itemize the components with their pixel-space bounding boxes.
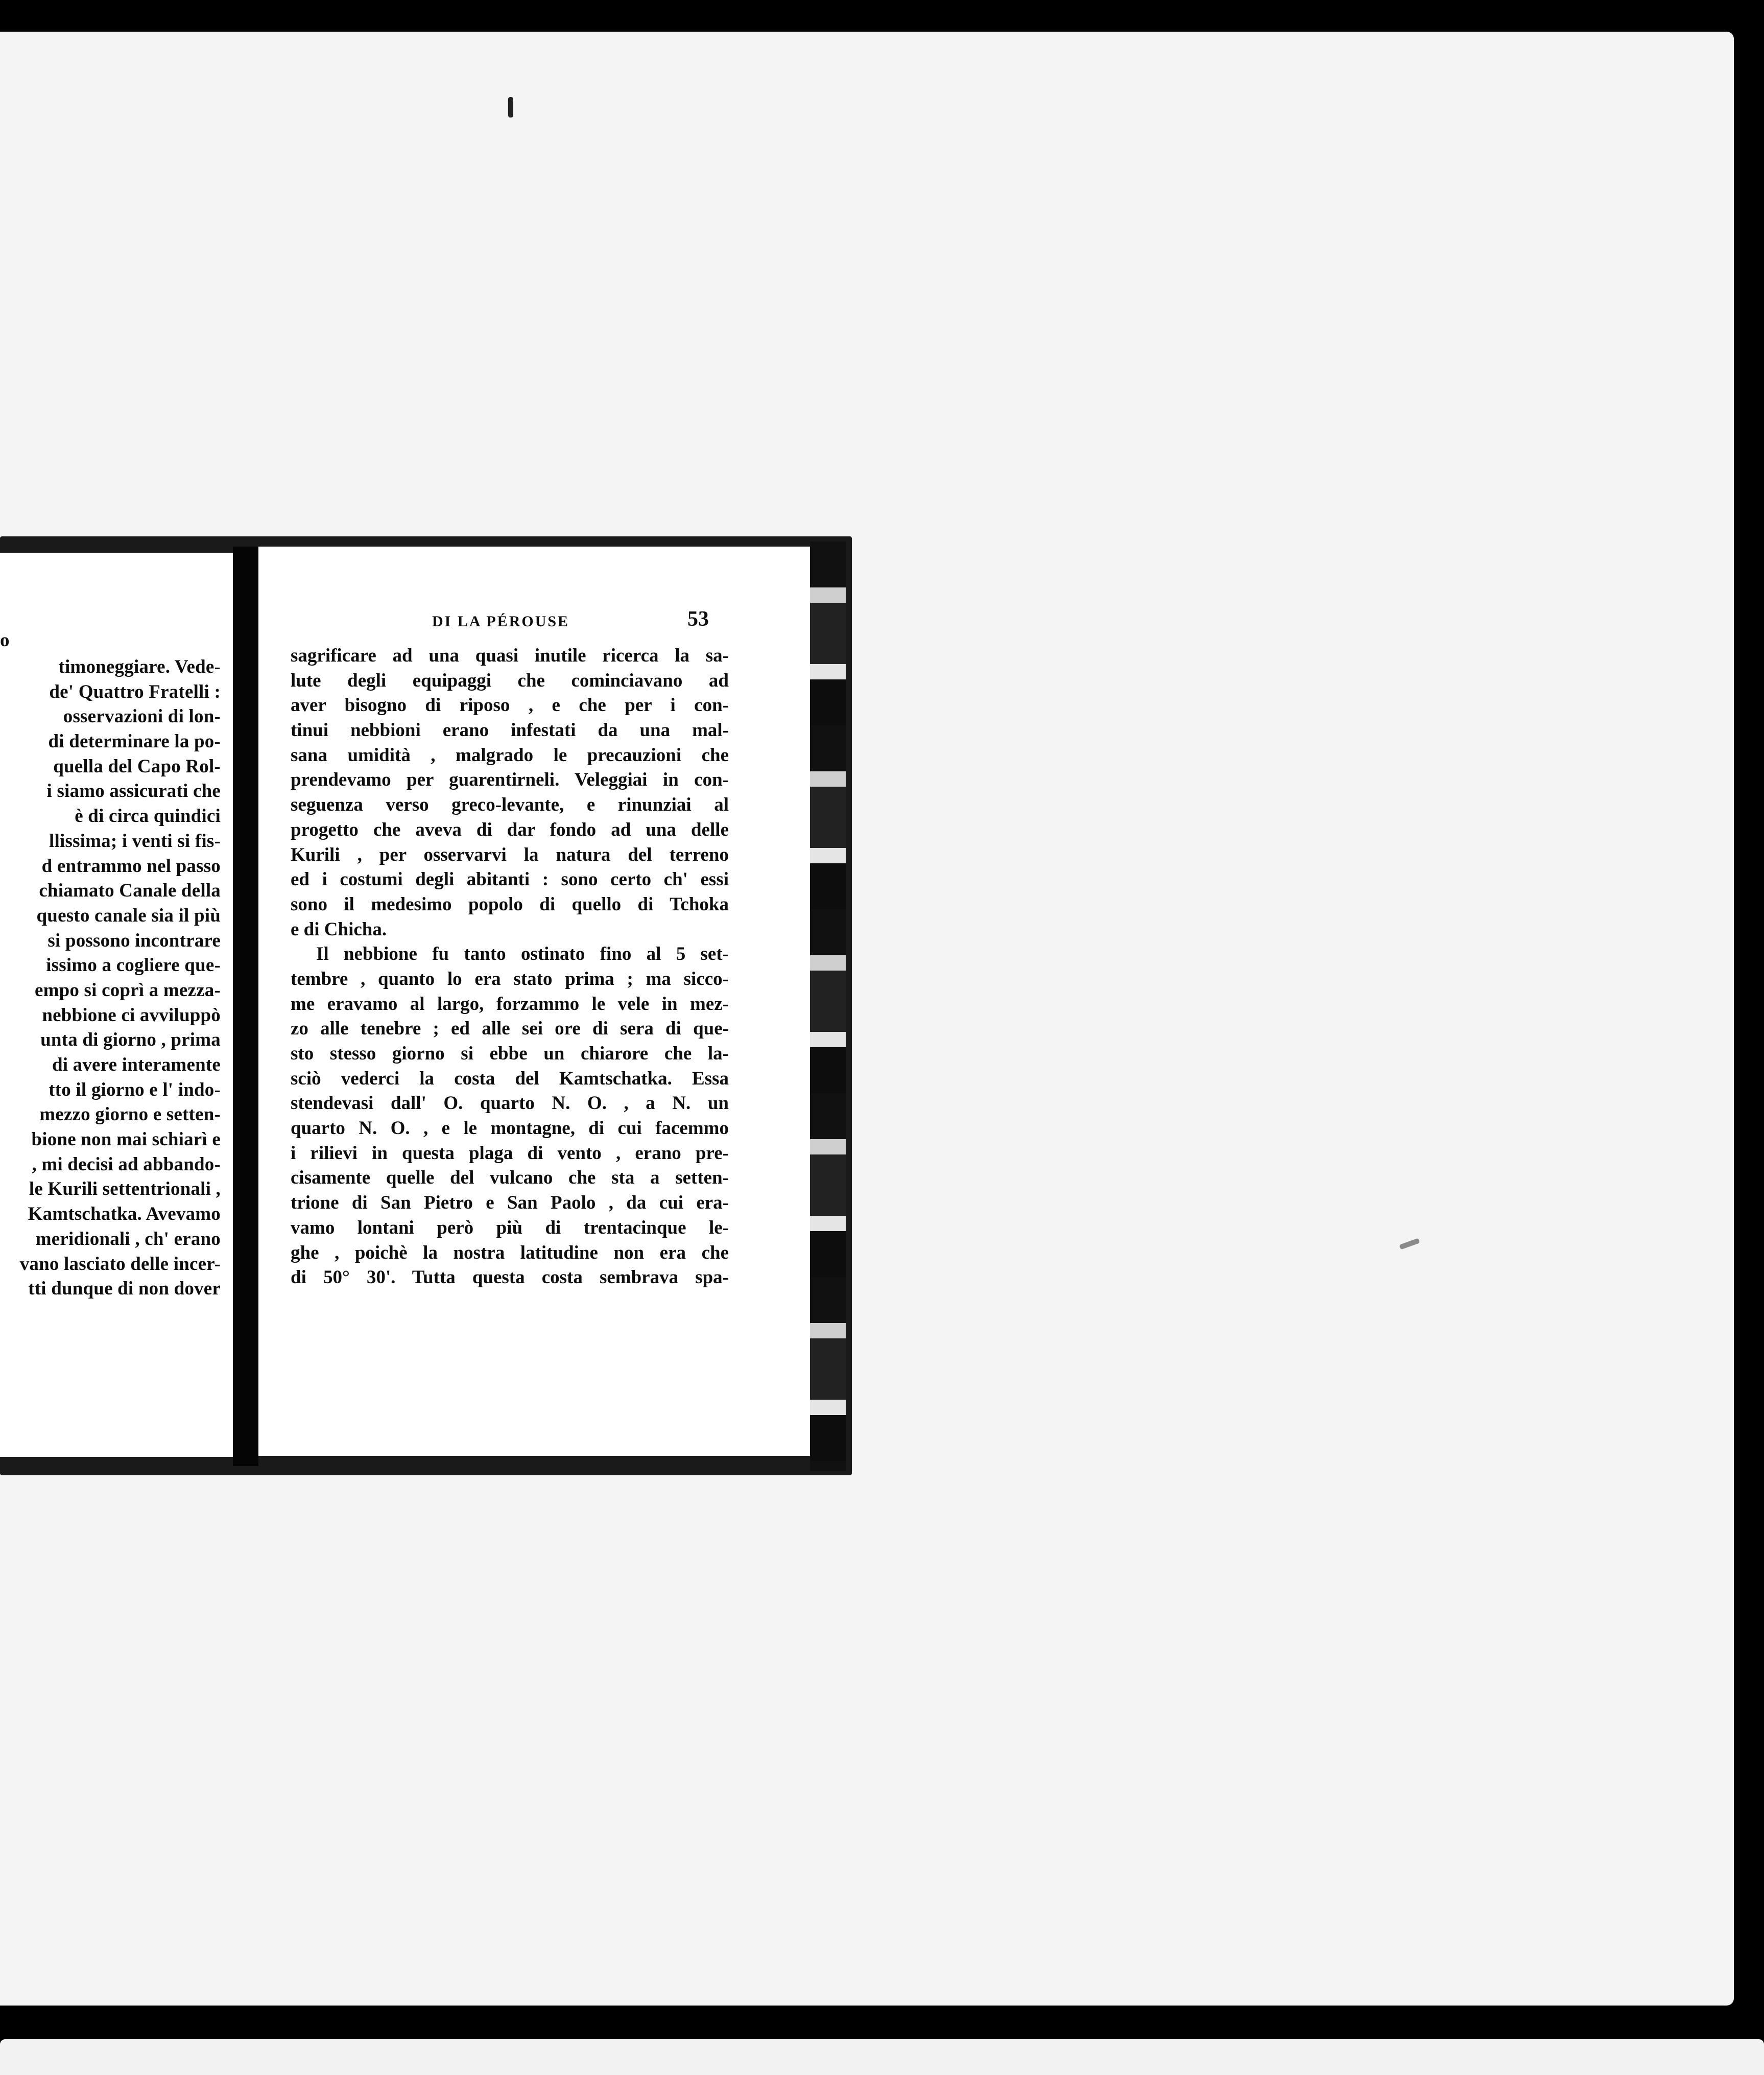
- text-line: osservazioni di lon-: [63, 706, 221, 727]
- text-line: di 50° 30'. Tutta questa costa sembrava spa-: [291, 1267, 729, 1288]
- text-line: seguenza verso greco-levante, e rinunziai al: [291, 794, 729, 816]
- text-line: di determinare la po-: [48, 731, 221, 752]
- text-line: meridionali , ch' erano: [35, 1228, 221, 1249]
- text-line: issimo a cogliere que-: [46, 955, 221, 976]
- book-spread: [0, 536, 853, 1476]
- book-fore-edge: [810, 541, 846, 1471]
- page-number: 53: [687, 607, 709, 631]
- text-line: unta di giorno , prima: [40, 1029, 221, 1051]
- text-line: sana umidità , malgrado le precauzioni che: [291, 744, 729, 766]
- text-line: ed i costumi degli abitanti : sono certo ch' essi: [291, 869, 729, 890]
- text-line: bione non mai schiarì e: [31, 1129, 221, 1150]
- text-line: stendevasi dall' O. quarto N. O. , a N. un: [291, 1093, 729, 1114]
- text-line: chiamato Canale della: [39, 880, 221, 902]
- text-line: Kamtschatka. Avevamo: [28, 1204, 221, 1225]
- left-page-text: [0, 655, 233, 1302]
- text-line: tembre , quanto lo era stato prima ; ma sicco-: [291, 968, 729, 989]
- right-page-text: [291, 644, 729, 1290]
- book-gutter: [233, 547, 258, 1466]
- text-line: si possono incontrare: [47, 930, 221, 951]
- text-line: Kurili , per osservarvi la natura del terreno: [291, 844, 729, 865]
- text-line: e di Chicha.: [291, 918, 387, 940]
- text-line: lute degli equipaggi che cominciavano ad: [291, 670, 729, 691]
- text-line: me eravamo al largo, forzammo le vele in mez-: [291, 993, 729, 1015]
- text-line: ghe , poichè la nostra latitudine non era che: [291, 1242, 729, 1263]
- text-line: i rilievi in questa plaga di vento , erano pre-: [291, 1142, 729, 1164]
- text-line: Il nebbione fu tanto ostinato fino al 5 set-: [316, 944, 729, 965]
- text-line: timoneggiare. Vede-: [58, 656, 221, 677]
- text-line: cisamente quelle del vulcano che sta a setten-: [291, 1167, 729, 1189]
- text-line: sto stesso giorno si ebbe un chiarore che la-: [291, 1043, 729, 1064]
- text-line: sono il medesimo popolo di quello di Tchoka: [291, 893, 729, 915]
- text-line: è di circa quindici: [75, 806, 221, 827]
- text-line: tto il giorno e l' indo-: [49, 1079, 221, 1100]
- text-line: vano lasciato delle incer-: [19, 1253, 221, 1275]
- text-line: sciò vederci la costa del Kamtschatka. Essa: [291, 1068, 729, 1089]
- text-line: di avere interamente: [52, 1054, 221, 1075]
- text-line: zo alle tenebre ; ed alle sei ore di sera di que-: [291, 1018, 729, 1040]
- text-line: quella del Capo Rol-: [53, 756, 221, 777]
- text-line: , mi decisi ad abbando-: [32, 1153, 221, 1175]
- text-line: mezzo giorno e setten-: [39, 1104, 221, 1125]
- text-line: sagrificare ad una quasi inutile ricerca la sa-: [291, 645, 729, 666]
- text-line: progetto che aveva di dar fondo ad una delle: [291, 819, 729, 840]
- film-speck: [508, 97, 513, 117]
- text-line: prendevamo per guarentirneli. Veleggiai in con-: [291, 769, 729, 791]
- text-line: le Kurili settentrionali ,: [29, 1178, 221, 1200]
- left-page: [0, 553, 233, 1457]
- next-frame-edge: [0, 2039, 1764, 2075]
- text-line: de' Quattro Fratelli :: [49, 681, 221, 702]
- text-line: i siamo assicurati che: [46, 781, 221, 802]
- text-line: tinui nebbioni erano infestati da una mal-: [291, 720, 729, 741]
- running-head: DI LA PÉROUSE: [432, 613, 570, 630]
- text-line: nebbione ci avviluppò: [42, 1004, 221, 1026]
- text-line: questo canale sia il più: [36, 905, 221, 926]
- text-line: llissima; i venti si fis-: [49, 830, 221, 852]
- right-page: [258, 547, 810, 1456]
- text-line: empo si coprì a mezza-: [34, 979, 221, 1001]
- left-page-header-fragment: o: [0, 630, 10, 651]
- text-line: vamo lontani però più di trentacinque le-: [291, 1217, 729, 1238]
- text-line: quarto N. O. , e le montagne, di cui facemmo: [291, 1118, 729, 1139]
- text-line: tti dunque di non dover: [28, 1278, 221, 1300]
- text-line: trione di San Pietro e San Paolo , da cui era-: [291, 1192, 729, 1214]
- text-line: aver bisogno di riposo , e che per i con-: [291, 695, 729, 716]
- text-line: d entrammo nel passo: [41, 855, 221, 877]
